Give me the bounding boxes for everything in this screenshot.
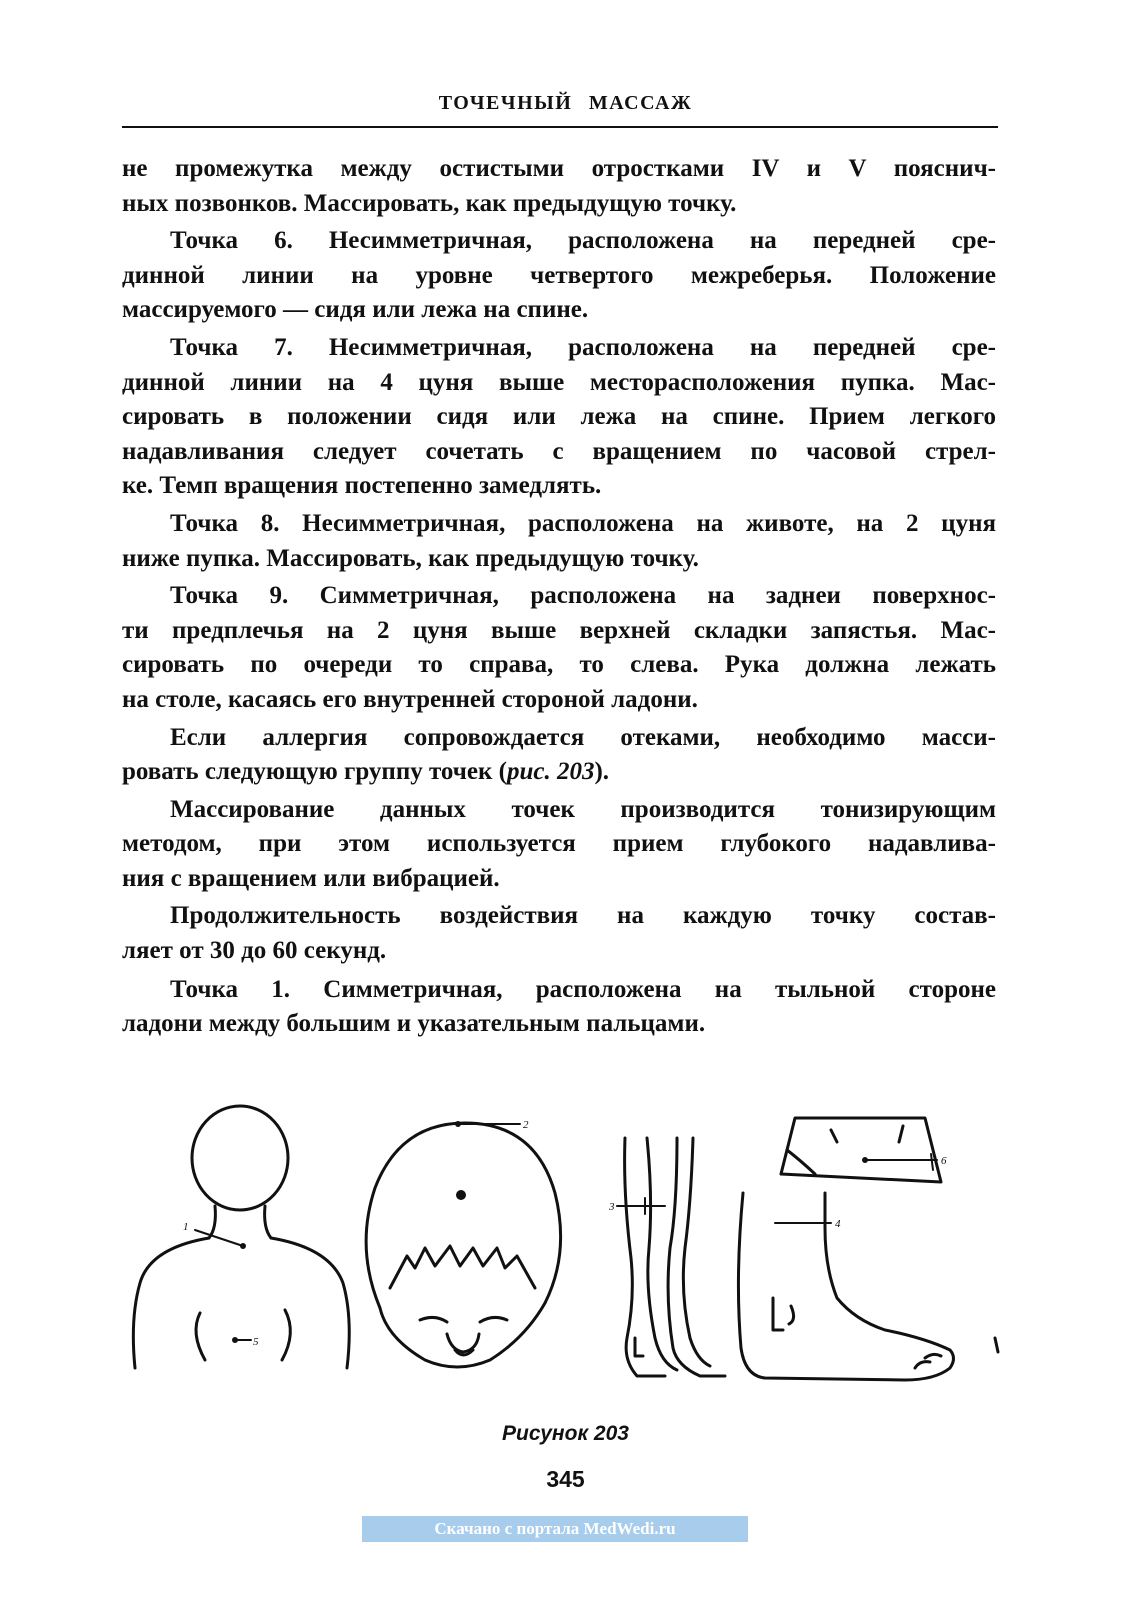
text-line <box>122 755 996 790</box>
text-line: ти предплечья на 2 цуня выше верхней складки запястья. Мас- <box>122 616 996 644</box>
text-line: динной линии на 4 цуня выше месторасположения пупка. Мас- <box>122 368 996 396</box>
text-line: ке. Темп вращения постепенно замедлять. <box>122 472 602 500</box>
text-line: ниже пупка. Массировать, как предыдущую точку. <box>122 544 699 572</box>
point-label-1: 1 <box>183 1221 189 1233</box>
legs-figure <box>608 1138 725 1376</box>
text-line: сировать в положении сидя или лежа на спине. Прием легкого <box>122 403 996 431</box>
text-line: массируемого — сидя или лежа на спине. <box>122 296 589 324</box>
figure-reference: рис. 203 <box>506 758 595 786</box>
header-rule <box>122 126 998 128</box>
page-number: 345 <box>546 1466 585 1492</box>
body-text <box>122 152 996 1042</box>
text-line: сировать по очереди то справа, то слева. Рука должна лежать <box>122 651 996 679</box>
text-line: ния с вращением или вибрацией. <box>122 864 500 892</box>
point-label-2: 2 <box>523 1119 529 1131</box>
head-top-figure <box>366 1119 561 1367</box>
text-line: надавливания следует сочетать с вращением по часовой стрел- <box>122 437 996 465</box>
text-line: ляет от 30 до 60 секунд. <box>122 937 387 965</box>
text-line: динной линии на уровне четвертого межреберья. Положение <box>122 261 996 289</box>
text-segment: ). <box>594 758 610 786</box>
text-line: Продолжительность воздействия на каждую точку состав- <box>170 902 996 930</box>
text-line: Точка 7. Несимметричная, расположена на передней сре- <box>170 333 996 361</box>
point-label-3: 3 <box>609 1201 615 1213</box>
figure-203 <box>125 1098 1025 1418</box>
text-line: Точка 6. Несимметричная, расположена на передней сре- <box>170 227 996 255</box>
running-head: ТОЧЕЧНЫЙ МАССАЖ <box>438 92 693 114</box>
text-line: Точка 8. Несимметричная, расположена на животе, на 2 цуня <box>170 509 996 537</box>
text-line: не промежутка между остистыми отростками IV и V пояснич- <box>122 155 996 182</box>
acupoint-illustration <box>125 1098 1025 1418</box>
hand-and-foot-figure <box>738 1118 998 1380</box>
point-label-5: 5 <box>253 1336 259 1348</box>
point-label-6: 6 <box>941 1155 947 1167</box>
point-label-4: 4 <box>835 1218 841 1230</box>
text-line: методом, при этом используется прием глубокого надавлива- <box>122 830 996 858</box>
figure-caption: Рисунок 203 <box>502 1422 629 1445</box>
text-line: на столе, касаясь его внутренней стороной ладони. <box>122 685 698 713</box>
text-line: Если аллергия сопровождается отеками, необходимо масси- <box>170 723 996 751</box>
text-line: ных позвонков. Массировать, как предыдущую точку. <box>122 189 737 217</box>
text-segment: ровать следующую группу точек ( <box>122 758 507 786</box>
download-watermark: Скачано с портала MedWedi.ru <box>362 1516 748 1542</box>
text-line: ладони между большим и указательным пальцами. <box>122 1010 706 1038</box>
text-line: Точка 9. Симметричная, расположена на заднеи поверхнос- <box>170 582 996 610</box>
text-line: Массирование данных точек производится тонизирующим <box>170 795 996 823</box>
back-view-figure <box>133 1106 349 1368</box>
text-line: Точка 1. Симметричная, расположена на тыльной стороне <box>170 975 996 1003</box>
